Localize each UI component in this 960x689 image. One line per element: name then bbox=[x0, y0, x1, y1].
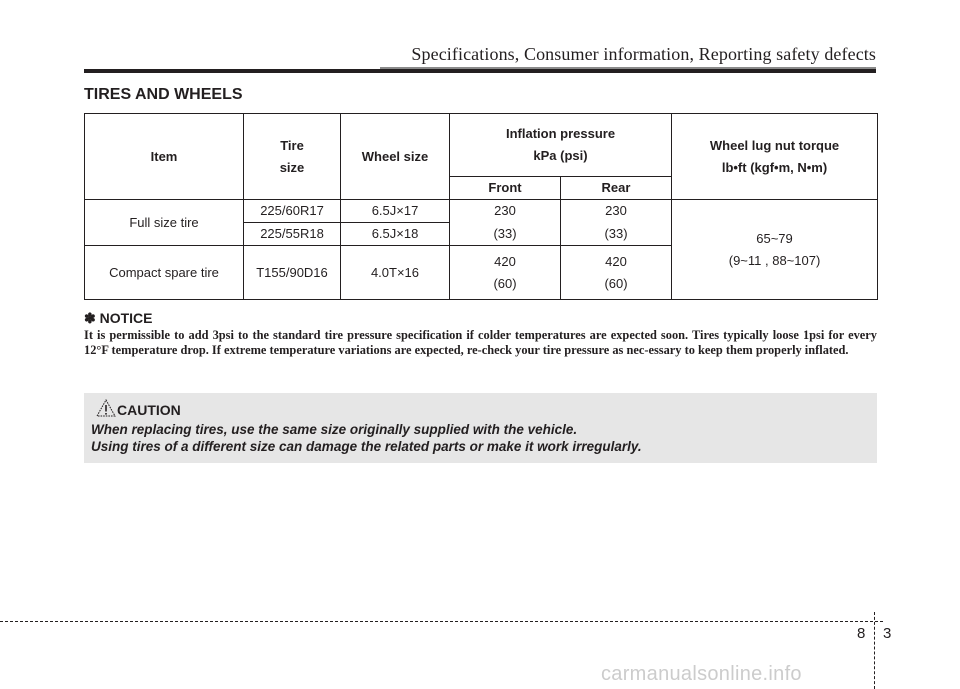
cell-front: 420 (60) bbox=[450, 246, 561, 300]
header-lug-nut-torque: Wheel lug nut torque lb•ft (kgf•m, N•m) bbox=[672, 114, 878, 200]
header-wheel-size: Wheel size bbox=[341, 114, 450, 200]
table-row bbox=[85, 200, 878, 223]
page-number-separator bbox=[874, 612, 875, 689]
chapter-number: 8 bbox=[857, 625, 866, 642]
header-front: Front bbox=[450, 177, 561, 200]
notice-title: ✽ NOTICE bbox=[84, 310, 153, 326]
cell-wheel-size: 4.0T×16 bbox=[341, 246, 450, 300]
header-item: Item bbox=[85, 114, 244, 200]
cell-tire-size: 225/55R18 bbox=[244, 223, 341, 246]
page-number: 3 bbox=[883, 625, 892, 642]
cell-rear: 230 bbox=[561, 200, 672, 223]
page-header-title: Specifications, Consumer information, Reporting safety defects bbox=[411, 44, 876, 64]
notice-body: It is permissible to add 3psi to the standard tire pressure specification if colder temperatures are expected soon. Tires typically loose 1psi for every 12°F temperature drop. If extreme temperature variations are expected, re-check your tire pressure as nec-essary to keep them properly inflated. bbox=[84, 328, 877, 357]
header-inflation-pressure: Inflation pressure kPa (psi) bbox=[450, 114, 672, 177]
footer-rule bbox=[0, 621, 883, 622]
cell-wheel-size: 6.5J×18 bbox=[341, 223, 450, 246]
header-tire-size: Tire size bbox=[244, 114, 341, 200]
cell-torque: 65~79 (9~11 , 88~107) bbox=[672, 200, 878, 300]
cell-tire-size: T155/90D16 bbox=[244, 246, 341, 300]
header-rear: Rear bbox=[561, 177, 672, 200]
caution-title: CAUTION bbox=[117, 402, 181, 418]
cell-tire-size: 225/60R17 bbox=[244, 200, 341, 223]
caution-box bbox=[84, 393, 877, 463]
cell-item: Full size tire bbox=[85, 200, 244, 246]
cell-front: 230 bbox=[450, 200, 561, 223]
caution-text-line-1: When replacing tires, use the same size originally supplied with the vehicle. bbox=[91, 422, 578, 437]
cell-rear: (33) bbox=[561, 223, 672, 246]
header-rule bbox=[84, 69, 876, 73]
cell-wheel-size: 6.5J×17 bbox=[341, 200, 450, 223]
caution-text-line-2: Using tires of a different size can damage the related parts or make it work irregularly. bbox=[91, 439, 642, 454]
cell-item: Compact spare tire bbox=[85, 246, 244, 300]
cell-front: (33) bbox=[450, 223, 561, 246]
watermark: carmanualsonline.info bbox=[601, 663, 802, 685]
section-title: TIRES AND WHEELS bbox=[84, 86, 243, 103]
cell-rear: 420 (60) bbox=[561, 246, 672, 300]
tires-wheels-table bbox=[84, 113, 878, 300]
warning-triangle-icon bbox=[96, 399, 116, 417]
